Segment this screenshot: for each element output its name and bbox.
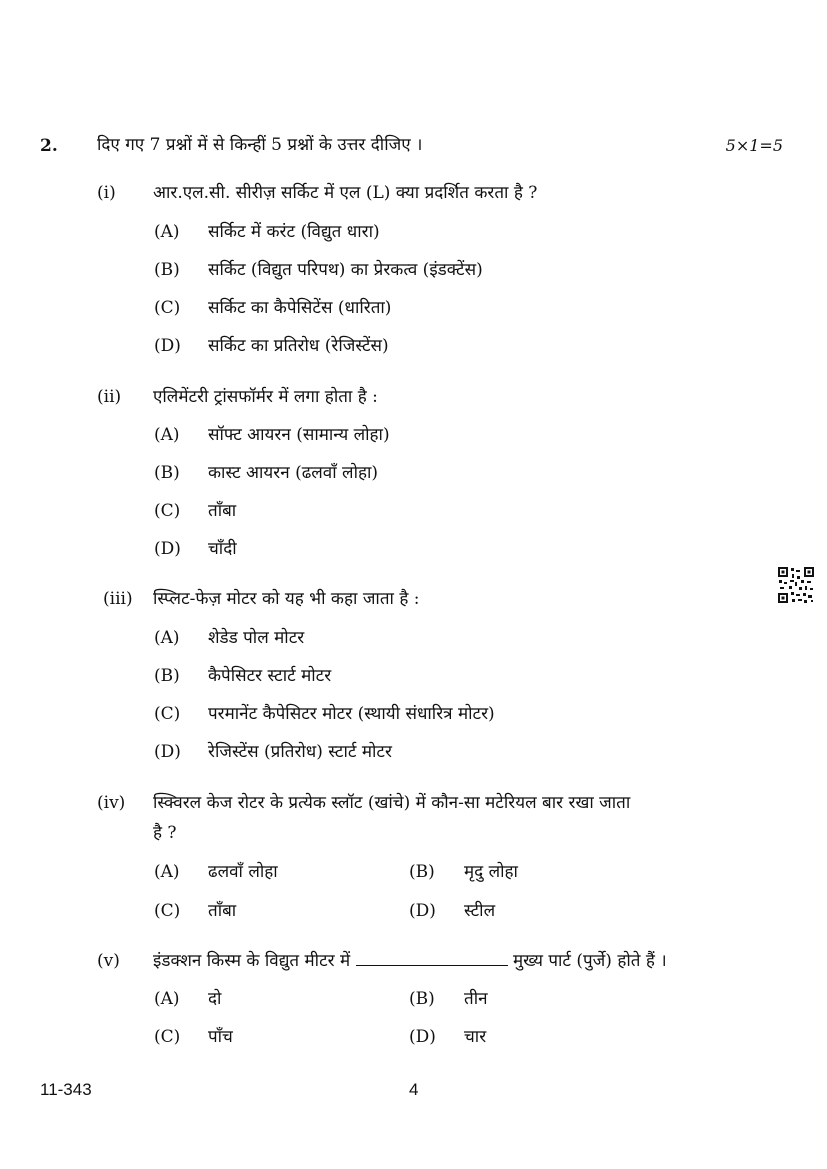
question-number: 2.	[40, 136, 58, 156]
option-text: शेडेड पोल मोटर	[208, 628, 305, 648]
option-label: (B)	[409, 862, 435, 882]
fill-in-blank-line	[356, 950, 508, 966]
option-label: (A)	[154, 862, 180, 882]
option-text: सर्किट का प्रतिरोध (रेजिस्टेंस)	[208, 336, 389, 356]
option-label: (B)	[409, 989, 435, 1009]
option-label: (D)	[154, 539, 181, 559]
subquestion-text: स्क्विरल केज रोटर के प्रत्येक स्लॉट (खांचे) में कौन-सा मटेरियल बार रखा जाता	[153, 793, 631, 813]
option-text: कास्ट आयरन (ढलवाँ लोहा)	[208, 463, 379, 483]
subquestion-label: (ii)	[97, 387, 122, 407]
option-label: (B)	[154, 463, 180, 483]
option-label: (B)	[154, 666, 180, 686]
question-instruction: दिए गए 7 प्रश्नों में से किन्हीं 5 प्रश्नों के उत्तर दीजिए ।	[97, 135, 423, 155]
subquestion-text: एलिमेंटरी ट्रांसफॉर्मर में लगा होता है :	[153, 387, 378, 407]
option-label: (B)	[154, 260, 180, 280]
option-label: (A)	[154, 222, 180, 242]
subquestion-label: (i)	[97, 183, 116, 203]
option-text: सर्किट का कैपेसिटेंस (धारिता)	[208, 298, 392, 318]
option-text: परमानेंट कैपेसिटर मोटर (स्थायी संधारित्र मोटर)	[208, 704, 495, 724]
option-text: मृदु लोहा	[464, 862, 518, 882]
subquestion-text: स्प्लिट-फेज़ मोटर को यह भी कहा जाता है :	[153, 589, 420, 609]
option-label: (C)	[154, 901, 181, 921]
qr-code-icon	[777, 566, 815, 604]
option-text: ताँबा	[208, 501, 237, 521]
option-label: (D)	[154, 336, 181, 356]
subquestion-text-before: इंडक्शन किस्म के विद्युत मीटर में	[153, 951, 351, 971]
option-text: दो	[208, 989, 222, 1009]
page-number: 4	[409, 1080, 419, 1099]
option-text: सर्किट में करंट (विद्युत धारा)	[208, 222, 380, 242]
subquestion-label: (iii)	[103, 589, 133, 609]
subquestion-label: (iv)	[97, 793, 126, 813]
option-text: रेजिस्टेंस (प्रतिरोध) स्टार्ट मोटर	[208, 742, 392, 762]
option-text: पाँच	[208, 1027, 233, 1047]
option-label: (A)	[154, 989, 180, 1009]
option-label: (C)	[154, 1027, 181, 1047]
option-text: तीन	[464, 989, 488, 1009]
subquestion-text-fill-blank	[153, 950, 667, 972]
subquestion-text-after: मुख्य पार्ट (पुर्जे) होते हैं ।	[512, 951, 667, 971]
option-text: सर्किट (विद्युत परिपथ) का प्रेरकत्व (इंडक्टेंस)	[208, 260, 483, 280]
option-label: (A)	[154, 628, 180, 648]
option-text: चार	[464, 1027, 487, 1047]
option-label: (A)	[154, 425, 180, 445]
question-marks: 5×1=5	[725, 136, 783, 155]
subquestion-text: आर.एल.सी. सीरीज़ सर्किट में एल (L) क्या प्रदर्शित करता है ?	[153, 183, 538, 203]
subquestion-label: (v)	[97, 951, 120, 971]
option-text: चाँदी	[208, 539, 237, 559]
option-text: स्टील	[464, 901, 496, 921]
option-label: (C)	[154, 298, 181, 318]
option-label: (D)	[154, 742, 181, 762]
option-text: ताँबा	[208, 901, 237, 921]
option-label: (D)	[409, 901, 436, 921]
paper-code: 11-343	[40, 1080, 92, 1099]
option-text: ढलवाँ लोहा	[208, 862, 278, 882]
option-text: कैपेसिटर स्टार्ट मोटर	[208, 666, 332, 686]
option-label: (C)	[154, 704, 181, 724]
option-text: सॉफ्ट आयरन (सामान्य लोहा)	[208, 425, 390, 445]
option-label: (C)	[154, 501, 181, 521]
option-label: (D)	[409, 1027, 436, 1047]
subquestion-text-continued: है ?	[153, 823, 177, 843]
